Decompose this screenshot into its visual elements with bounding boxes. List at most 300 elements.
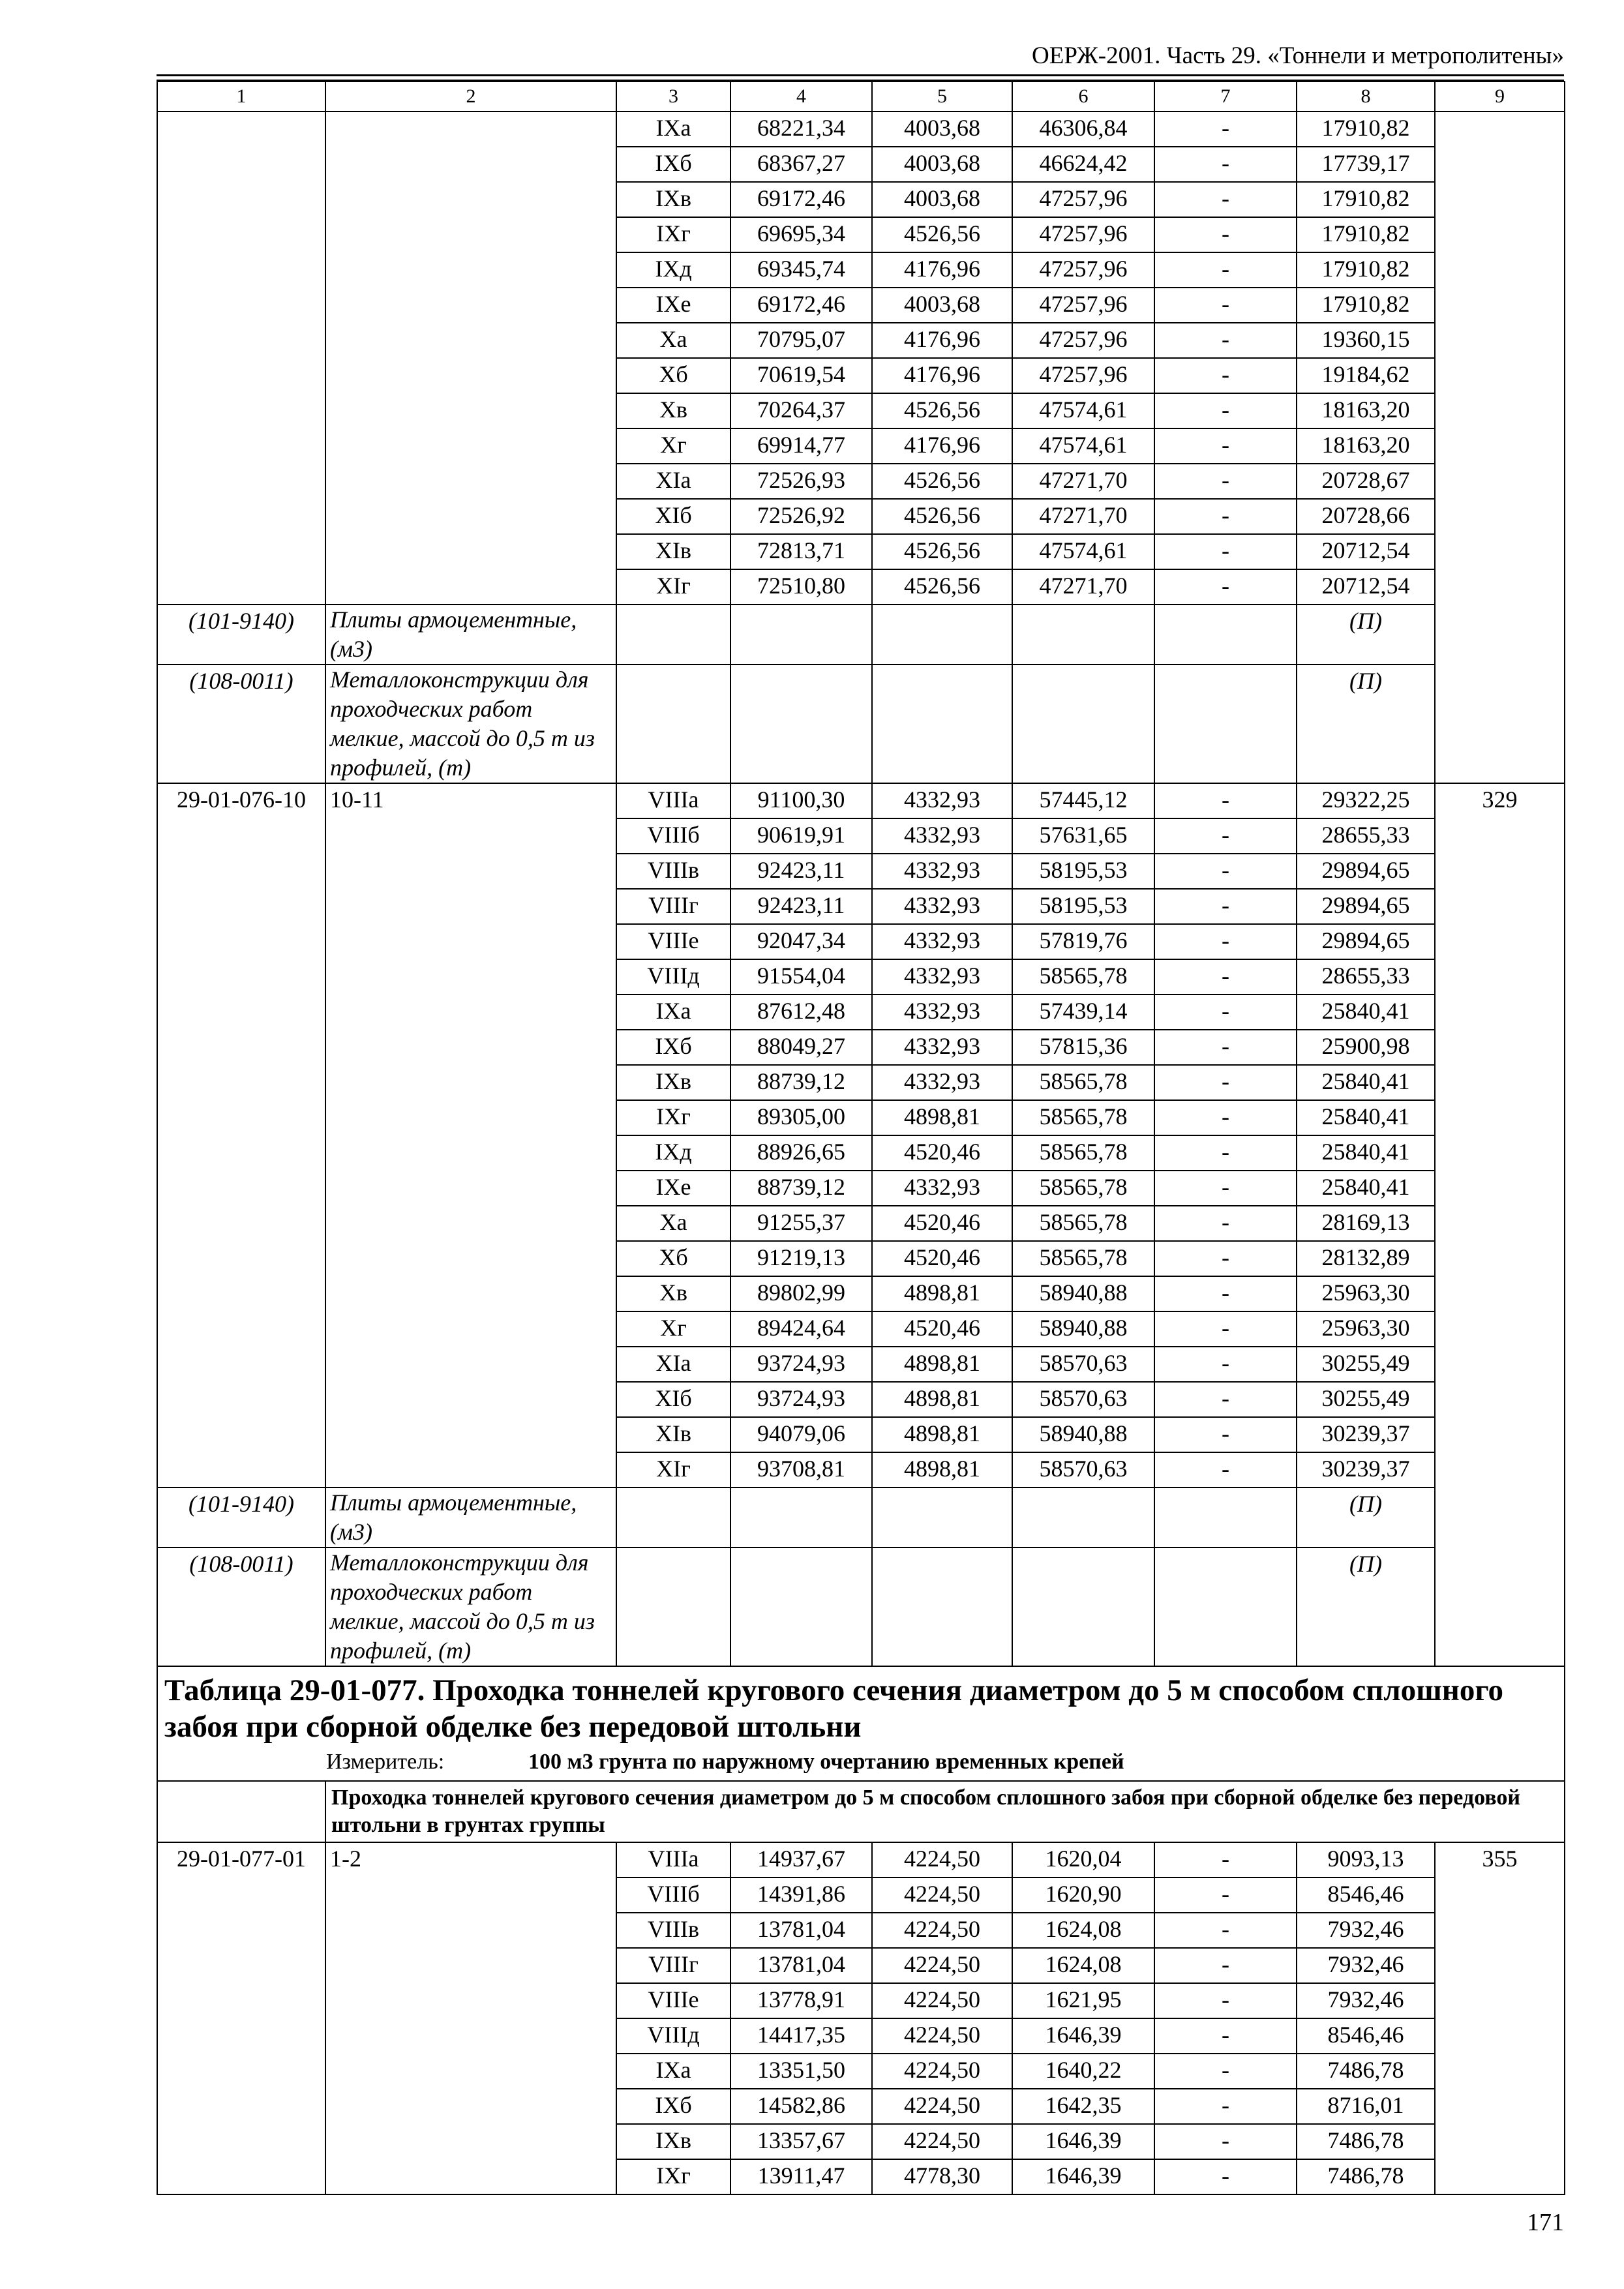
cell-driver-wages: - xyxy=(1154,1948,1297,1983)
cell-driver-wages: - xyxy=(1154,818,1297,854)
cell-driver-wages: - xyxy=(1154,323,1297,358)
cell-wages: 4332,93 xyxy=(872,1065,1012,1100)
cell-direct-costs: 90619,91 xyxy=(730,818,872,854)
cell-machinery: 1646,39 xyxy=(1012,2018,1154,2054)
cell-materials: 29322,25 xyxy=(1297,783,1435,818)
cell-materials: 8546,46 xyxy=(1297,1878,1435,1913)
cell-driver-wages: - xyxy=(1154,1030,1297,1065)
cell-driver-wages: - xyxy=(1154,428,1297,464)
cell-machinery: 1646,39 xyxy=(1012,2124,1154,2159)
cell-driver-wages: - xyxy=(1154,783,1297,818)
cell-machinery: 1646,39 xyxy=(1012,2159,1154,2194)
resource-value: (П) xyxy=(1297,605,1435,665)
cell-wages: 4898,81 xyxy=(872,1452,1012,1488)
cell-materials: 7486,78 xyxy=(1297,2054,1435,2089)
cell-wages: 4332,93 xyxy=(872,889,1012,924)
cell-machinery: 47257,96 xyxy=(1012,182,1154,217)
cell-soil-category: XIв xyxy=(616,534,730,569)
cell-wages: 4176,96 xyxy=(872,323,1012,358)
cell-direct-costs: 13357,67 xyxy=(730,2124,872,2159)
cell-driver-wages: - xyxy=(1154,288,1297,323)
cell-machinery: 58940,88 xyxy=(1012,1311,1154,1347)
cell-machinery: 58195,53 xyxy=(1012,854,1154,889)
empty-cell xyxy=(730,1488,872,1548)
cell-direct-costs: 69914,77 xyxy=(730,428,872,464)
cell-wages: 4520,46 xyxy=(872,1241,1012,1276)
cell-driver-wages: - xyxy=(1154,2089,1297,2124)
cell-wages: 4526,56 xyxy=(872,534,1012,569)
page-number: 171 xyxy=(1527,2209,1564,2236)
cell-machinery: 57819,76 xyxy=(1012,924,1154,959)
resource-code: (108-0011) xyxy=(157,1548,325,1666)
cell-wages: 4176,96 xyxy=(872,252,1012,288)
empty-cell xyxy=(1154,1488,1297,1548)
cell-soil-category: IXе xyxy=(616,288,730,323)
cell-wages: 4526,56 xyxy=(872,217,1012,252)
empty-cell xyxy=(872,1488,1012,1548)
cell-materials: 30239,37 xyxy=(1297,1417,1435,1452)
cell-wages: 4332,93 xyxy=(872,959,1012,995)
cell-materials: 25840,41 xyxy=(1297,1171,1435,1206)
cell-wages: 4520,46 xyxy=(872,1206,1012,1241)
cell-wages: 4526,56 xyxy=(872,499,1012,534)
cell-materials: 20728,66 xyxy=(1297,499,1435,534)
cell-materials: 7486,78 xyxy=(1297,2124,1435,2159)
cell-soil-category: XIв xyxy=(616,1417,730,1452)
cell-direct-costs: 13351,50 xyxy=(730,2054,872,2089)
cell-soil-category: IXв xyxy=(616,182,730,217)
cell-driver-wages: - xyxy=(1154,358,1297,393)
cell-materials: 30239,37 xyxy=(1297,1452,1435,1488)
cell-direct-costs: 88926,65 xyxy=(730,1135,872,1171)
cell-materials: 18163,20 xyxy=(1297,393,1435,428)
cell-materials: 7486,78 xyxy=(1297,2159,1435,2194)
cell-soil-group: 1-2 xyxy=(325,1842,616,2194)
resource-name: Плиты армоцементные, (м3) xyxy=(325,1488,616,1548)
table-row xyxy=(157,1842,1565,1878)
cell-wages: 4224,50 xyxy=(872,2054,1012,2089)
cell-direct-costs: 89305,00 xyxy=(730,1100,872,1135)
cell-materials: 8716,01 xyxy=(1297,2089,1435,2124)
cell-materials: 18163,20 xyxy=(1297,428,1435,464)
resource-row xyxy=(157,1488,1565,1548)
cell-wages: 4526,56 xyxy=(872,569,1012,605)
resource-value: (П) xyxy=(1297,1488,1435,1548)
cell-machinery: 57815,36 xyxy=(1012,1030,1154,1065)
cell-wages: 4224,50 xyxy=(872,1878,1012,1913)
cell-driver-wages: - xyxy=(1154,2054,1297,2089)
cell-materials: 17910,82 xyxy=(1297,288,1435,323)
cell-materials: 25840,41 xyxy=(1297,995,1435,1030)
resource-row xyxy=(157,665,1565,783)
cell-driver-wages: - xyxy=(1154,217,1297,252)
cell-wages: 4224,50 xyxy=(872,2124,1012,2159)
cell-wages: 4224,50 xyxy=(872,1983,1012,2018)
cell-machinery: 47257,96 xyxy=(1012,323,1154,358)
header-rule-top xyxy=(157,74,1564,76)
empty-cell xyxy=(616,1548,730,1666)
cell-machinery: 47257,96 xyxy=(1012,288,1154,323)
cell-machinery: 47574,61 xyxy=(1012,428,1154,464)
table-subtitle-row xyxy=(157,1781,1565,1842)
cell-direct-costs: 93708,81 xyxy=(730,1452,872,1488)
cell-direct-costs: 14391,86 xyxy=(730,1878,872,1913)
cell-materials: 7932,46 xyxy=(1297,1983,1435,2018)
cell-materials: 20712,54 xyxy=(1297,569,1435,605)
cell-direct-costs: 93724,93 xyxy=(730,1382,872,1417)
cell-direct-costs: 14582,86 xyxy=(730,2089,872,2124)
empty-cell xyxy=(1154,665,1297,783)
cell-machinery: 47271,70 xyxy=(1012,464,1154,499)
resource-row xyxy=(157,605,1565,665)
cell-soil-category: IXб xyxy=(616,147,730,182)
cell-wages: 4224,50 xyxy=(872,1842,1012,1878)
cell-machinery: 46306,84 xyxy=(1012,112,1154,147)
empty-cell xyxy=(872,605,1012,665)
cell-wages: 4520,46 xyxy=(872,1311,1012,1347)
cell-wages: 4332,93 xyxy=(872,854,1012,889)
cell-direct-costs: 69172,46 xyxy=(730,288,872,323)
column-number: 4 xyxy=(730,82,872,112)
cell-soil-category: IXв xyxy=(616,2124,730,2159)
cell-wages: 4003,68 xyxy=(872,147,1012,182)
meter-label: Измеритель: xyxy=(326,1750,445,1774)
cell-wages: 4898,81 xyxy=(872,1100,1012,1135)
cell-soil-category: XIб xyxy=(616,499,730,534)
cell-machinery: 1640,22 xyxy=(1012,2054,1154,2089)
cell-direct-costs: 68367,27 xyxy=(730,147,872,182)
cell-materials: 25900,98 xyxy=(1297,1030,1435,1065)
cell-wages: 4224,50 xyxy=(872,1948,1012,1983)
cell-driver-wages: - xyxy=(1154,854,1297,889)
resource-name: Металлоконструкции для проходческих работ мелкие, массой до 0,5 т из профилей, (т) xyxy=(325,1548,616,1666)
cell-materials: 28169,13 xyxy=(1297,1206,1435,1241)
cell-machinery: 1620,04 xyxy=(1012,1842,1154,1878)
empty-cell xyxy=(1012,1548,1154,1666)
cell-direct-costs: 94079,06 xyxy=(730,1417,872,1452)
cell-soil-category: XIб xyxy=(616,1382,730,1417)
column-number: 6 xyxy=(1012,82,1154,112)
cell-direct-costs: 89424,64 xyxy=(730,1311,872,1347)
cell-direct-costs: 88739,12 xyxy=(730,1065,872,1100)
column-number: 7 xyxy=(1154,82,1297,112)
column-number-row xyxy=(157,82,1565,112)
empty-cell xyxy=(730,665,872,783)
empty-cell xyxy=(872,1548,1012,1666)
cell-driver-wages: - xyxy=(1154,1452,1297,1488)
cell-wages: 4176,96 xyxy=(872,428,1012,464)
resource-name: Металлоконструкции для проходческих работ мелкие, массой до 0,5 т из профилей, (т) xyxy=(325,665,616,783)
cell-driver-wages: - xyxy=(1154,252,1297,288)
cell-direct-costs: 72526,93 xyxy=(730,464,872,499)
cell-materials: 17910,82 xyxy=(1297,217,1435,252)
cell-materials: 25840,41 xyxy=(1297,1100,1435,1135)
cell-wages: 4332,93 xyxy=(872,924,1012,959)
cell-soil-category: IXб xyxy=(616,1030,730,1065)
cell-driver-wages: - xyxy=(1154,1983,1297,2018)
cell-direct-costs: 13911,47 xyxy=(730,2159,872,2194)
cell-driver-wages: - xyxy=(1154,995,1297,1030)
cell-machinery: 57439,14 xyxy=(1012,995,1154,1030)
price-table xyxy=(157,81,1565,2195)
cell-materials: 17910,82 xyxy=(1297,252,1435,288)
cell-materials: 30255,49 xyxy=(1297,1382,1435,1417)
cell-materials: 20728,67 xyxy=(1297,464,1435,499)
cell-driver-wages: - xyxy=(1154,924,1297,959)
table-row xyxy=(157,112,1565,147)
cell-soil-category: IXг xyxy=(616,217,730,252)
empty-cell xyxy=(1012,605,1154,665)
column-number: 1 xyxy=(157,82,325,112)
cell-wages: 4224,50 xyxy=(872,2018,1012,2054)
cell-soil-category: Xв xyxy=(616,1276,730,1311)
cell-driver-wages: - xyxy=(1154,2159,1297,2194)
empty-cell xyxy=(616,665,730,783)
cell-driver-wages: - xyxy=(1154,1347,1297,1382)
cell-wages: 4526,56 xyxy=(872,464,1012,499)
cell-materials: 20712,54 xyxy=(1297,534,1435,569)
cell-driver-wages: - xyxy=(1154,2018,1297,2054)
cell-direct-costs: 69345,74 xyxy=(730,252,872,288)
cell-soil-category: IXб xyxy=(616,2089,730,2124)
empty-cell xyxy=(730,1548,872,1666)
cell-machinery: 47574,61 xyxy=(1012,534,1154,569)
cell-materials: 17910,82 xyxy=(1297,182,1435,217)
cell-rate-code: 29-01-077-01 xyxy=(157,1842,325,2194)
cell-machinery: 47271,70 xyxy=(1012,569,1154,605)
cell-driver-wages: - xyxy=(1154,2124,1297,2159)
cell-driver-wages: - xyxy=(1154,889,1297,924)
cell-soil-category: VIIIд xyxy=(616,2018,730,2054)
cell-driver-wages: - xyxy=(1154,1417,1297,1452)
cell-wages: 4332,93 xyxy=(872,783,1012,818)
cell-wages: 4332,93 xyxy=(872,995,1012,1030)
cell-machinery: 58565,78 xyxy=(1012,1206,1154,1241)
cell-soil-category: VIIIд xyxy=(616,959,730,995)
cell-direct-costs: 68221,34 xyxy=(730,112,872,147)
cell-materials: 28655,33 xyxy=(1297,818,1435,854)
cell-soil-category: XIг xyxy=(616,1452,730,1488)
cell-materials: 7932,46 xyxy=(1297,1948,1435,1983)
cell-materials: 29894,65 xyxy=(1297,924,1435,959)
cell-direct-costs: 13778,91 xyxy=(730,1983,872,2018)
cell-direct-costs: 92423,11 xyxy=(730,889,872,924)
cell-direct-costs: 13781,04 xyxy=(730,1913,872,1948)
cell-driver-wages: - xyxy=(1154,1100,1297,1135)
cell-machinery: 58565,78 xyxy=(1012,1241,1154,1276)
cell-driver-wages: - xyxy=(1154,182,1297,217)
cell-direct-costs: 87612,48 xyxy=(730,995,872,1030)
resource-row xyxy=(157,1548,1565,1666)
cell-soil-category: IXд xyxy=(616,1135,730,1171)
cell-rate-code xyxy=(157,112,325,605)
table-subtitle: Проходка тоннелей кругового сечения диаметром до 5 м способом сплошного забоя при сборной обделке без передовой штольни в грунтах группы xyxy=(325,1781,1565,1842)
cell-direct-costs: 69172,46 xyxy=(730,182,872,217)
cell-soil-category: IXг xyxy=(616,1100,730,1135)
cell-driver-wages: - xyxy=(1154,1241,1297,1276)
cell-driver-wages: - xyxy=(1154,393,1297,428)
empty-cell xyxy=(616,605,730,665)
cell-wages: 4778,30 xyxy=(872,2159,1012,2194)
cell-machinery: 58565,78 xyxy=(1012,1171,1154,1206)
cell-machinery: 46624,42 xyxy=(1012,147,1154,182)
cell-materials: 28132,89 xyxy=(1297,1241,1435,1276)
cell-driver-wages: - xyxy=(1154,959,1297,995)
cell-machinery: 58565,78 xyxy=(1012,959,1154,995)
cell-soil-category: Xг xyxy=(616,428,730,464)
cell-direct-costs: 88739,12 xyxy=(730,1171,872,1206)
header-title: ОЕРЖ-2001. Часть 29. «Тоннели и метрополитены» xyxy=(1032,42,1564,69)
cell-soil-category: VIIIа xyxy=(616,1842,730,1878)
cell-driver-wages: - xyxy=(1154,1382,1297,1417)
cell-driver-wages: - xyxy=(1154,464,1297,499)
cell-materials: 28655,33 xyxy=(1297,959,1435,995)
empty-cell xyxy=(872,665,1012,783)
cell-machinery: 58570,63 xyxy=(1012,1347,1154,1382)
cell-soil-category: XIа xyxy=(616,464,730,499)
cell-soil-category: Xа xyxy=(616,323,730,358)
cell-machinery: 58565,78 xyxy=(1012,1135,1154,1171)
cell-wages: 4898,81 xyxy=(872,1276,1012,1311)
cell-soil-category: XIа xyxy=(616,1347,730,1382)
cell-direct-costs: 72510,80 xyxy=(730,569,872,605)
cell-soil-category: IXа xyxy=(616,112,730,147)
empty-cell xyxy=(1154,1548,1297,1666)
empty-cell xyxy=(1012,1488,1154,1548)
cell-soil-category: Xг xyxy=(616,1311,730,1347)
cell-wages: 4332,93 xyxy=(872,1171,1012,1206)
cell-machinery: 1621,95 xyxy=(1012,1983,1154,2018)
cell-machinery: 47271,70 xyxy=(1012,499,1154,534)
resource-value: (П) xyxy=(1297,1548,1435,1666)
column-number: 5 xyxy=(872,82,1012,112)
cell-col9: 329 xyxy=(1435,783,1565,1666)
page-header xyxy=(157,40,1564,74)
cell-soil-category: IXа xyxy=(616,995,730,1030)
cell-direct-costs: 88049,27 xyxy=(730,1030,872,1065)
cell-wages: 4224,50 xyxy=(872,1913,1012,1948)
cell-soil-category: VIIIе xyxy=(616,1983,730,2018)
cell-machinery: 58940,88 xyxy=(1012,1276,1154,1311)
resource-name: Плиты армоцементные, (м3) xyxy=(325,605,616,665)
cell-wages: 4176,96 xyxy=(872,358,1012,393)
column-number: 3 xyxy=(616,82,730,112)
cell-driver-wages: - xyxy=(1154,1206,1297,1241)
cell-machinery: 58570,63 xyxy=(1012,1452,1154,1488)
cell-machinery: 57445,12 xyxy=(1012,783,1154,818)
cell-soil-category: Xб xyxy=(616,1241,730,1276)
cell-direct-costs: 70619,54 xyxy=(730,358,872,393)
cell-soil-category: VIIIб xyxy=(616,1878,730,1913)
empty-cell xyxy=(1154,605,1297,665)
meter-value: 100 м3 грунта по наружному очертанию временных крепей xyxy=(528,1750,1124,1774)
cell-driver-wages: - xyxy=(1154,112,1297,147)
cell-rate-code: 29-01-076-10 xyxy=(157,783,325,1488)
cell-wages: 4898,81 xyxy=(872,1382,1012,1417)
cell-wages: 4224,50 xyxy=(872,2089,1012,2124)
cell-driver-wages: - xyxy=(1154,1842,1297,1878)
cell-machinery: 58940,88 xyxy=(1012,1417,1154,1452)
cell-machinery: 47574,61 xyxy=(1012,393,1154,428)
cell-materials: 8546,46 xyxy=(1297,2018,1435,2054)
cell-machinery: 1624,08 xyxy=(1012,1948,1154,1983)
cell-soil-category: XIг xyxy=(616,569,730,605)
empty-cell xyxy=(730,605,872,665)
cell-driver-wages: - xyxy=(1154,147,1297,182)
cell-driver-wages: - xyxy=(1154,1311,1297,1347)
cell-soil-category: Xб xyxy=(616,358,730,393)
cell-materials: 17739,17 xyxy=(1297,147,1435,182)
cell-wages: 4526,56 xyxy=(872,393,1012,428)
cell-driver-wages: - xyxy=(1154,1913,1297,1948)
cell-driver-wages: - xyxy=(1154,569,1297,605)
cell-machinery: 58565,78 xyxy=(1012,1065,1154,1100)
resource-code: (101-9140) xyxy=(157,1488,325,1548)
cell-soil-category: VIIIв xyxy=(616,854,730,889)
cell-materials: 25840,41 xyxy=(1297,1135,1435,1171)
cell-materials: 19184,62 xyxy=(1297,358,1435,393)
cell-direct-costs: 91554,04 xyxy=(730,959,872,995)
meter-line xyxy=(164,1748,1557,1776)
cell-direct-costs: 92047,34 xyxy=(730,924,872,959)
cell-soil-category: VIIIг xyxy=(616,889,730,924)
cell-machinery: 58195,53 xyxy=(1012,889,1154,924)
cell-soil-category: VIIIг xyxy=(616,1948,730,1983)
column-number: 2 xyxy=(325,82,616,112)
cell-direct-costs: 91100,30 xyxy=(730,783,872,818)
cell-machinery: 1642,35 xyxy=(1012,2089,1154,2124)
cell-soil-category: IXе xyxy=(616,1171,730,1206)
cell-soil-category: IXв xyxy=(616,1065,730,1100)
cell-materials: 17910,82 xyxy=(1297,112,1435,147)
cell-direct-costs: 70795,07 xyxy=(730,323,872,358)
cell-materials: 30255,49 xyxy=(1297,1347,1435,1382)
cell-soil-category: VIIIе xyxy=(616,924,730,959)
cell-soil-category: IXд xyxy=(616,252,730,288)
cell-soil-category: VIIIв xyxy=(616,1913,730,1948)
cell-driver-wages: - xyxy=(1154,499,1297,534)
cell-col9 xyxy=(1435,112,1565,783)
cell-soil-category: IXг xyxy=(616,2159,730,2194)
cell-soil-group: 10-11 xyxy=(325,783,616,1488)
table-row xyxy=(157,783,1565,818)
cell-materials: 25963,30 xyxy=(1297,1276,1435,1311)
cell-materials: 25840,41 xyxy=(1297,1065,1435,1100)
empty-cell xyxy=(157,1781,325,1842)
cell-wages: 4003,68 xyxy=(872,288,1012,323)
cell-materials: 9093,13 xyxy=(1297,1842,1435,1878)
cell-materials: 19360,15 xyxy=(1297,323,1435,358)
cell-driver-wages: - xyxy=(1154,534,1297,569)
cell-soil-category: IXа xyxy=(616,2054,730,2089)
empty-cell xyxy=(1012,665,1154,783)
cell-direct-costs: 13781,04 xyxy=(730,1948,872,1983)
cell-driver-wages: - xyxy=(1154,1065,1297,1100)
cell-direct-costs: 69695,34 xyxy=(730,217,872,252)
cell-direct-costs: 89802,99 xyxy=(730,1276,872,1311)
cell-machinery: 58565,78 xyxy=(1012,1100,1154,1135)
cell-direct-costs: 14417,35 xyxy=(730,2018,872,2054)
cell-machinery: 47257,96 xyxy=(1012,358,1154,393)
cell-wages: 4332,93 xyxy=(872,818,1012,854)
table-title-text: Таблица 29-01-077. Проходка тоннелей кругового сечения диаметром до 5 м способом сплошного забоя при сборной обделке без передовой штольни xyxy=(164,1673,1504,1744)
cell-materials: 7932,46 xyxy=(1297,1913,1435,1948)
table-title xyxy=(157,1666,1565,1781)
cell-driver-wages: - xyxy=(1154,1135,1297,1171)
cell-direct-costs: 72526,92 xyxy=(730,499,872,534)
cell-soil-category: Xа xyxy=(616,1206,730,1241)
empty-cell xyxy=(616,1488,730,1548)
